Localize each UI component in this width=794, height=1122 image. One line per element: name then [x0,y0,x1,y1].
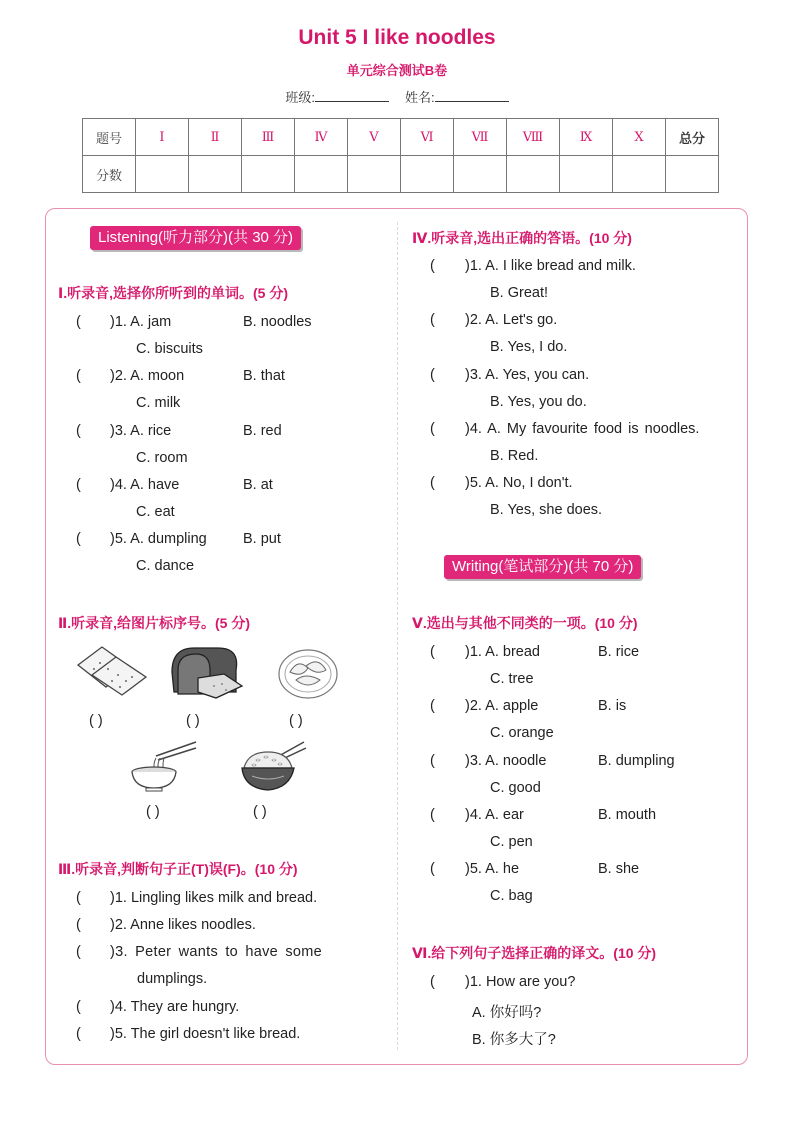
s2-bracket-3[interactable]: ( ) [289,713,303,729]
score-col-3: Ⅲ [242,119,295,156]
s4-q4-option-b: B. Red. [490,448,539,464]
s3-q5-text: )5. The girl doesn't like bread. [110,1026,301,1042]
s1-q5-option-b: B. put [243,531,281,547]
s5-q4-option-a: )4. A. ear [465,807,524,823]
score-cell[interactable] [136,156,189,193]
s5-q5-option-c: C. bag [490,888,533,904]
s5-q3-option-b: B. dumpling [598,753,675,769]
s4-q2-option-a: )2. A. Let's go. [465,312,558,328]
score-col-10: Ⅹ [613,119,666,156]
rice-picture [238,740,308,796]
s5-q2-option-b: B. is [598,698,627,714]
s5-q1-option-c: C. tree [490,671,534,687]
s3-q2-paren: ( [76,917,81,933]
student-info-line [0,87,794,106]
s1-q3-paren: ( [76,423,81,439]
s2-bracket-1[interactable]: ( ) [89,713,103,729]
name-label: 姓名: [405,90,435,105]
s6-q1-option-b: B. 你多大了? [472,1032,556,1048]
score-table [82,118,719,193]
section-4-title: Ⅳ.听录音,选出正确的答语。(10 分) [412,230,632,246]
score-table-row2-label: 分数 [83,156,136,193]
score-col-9: Ⅸ [560,119,613,156]
s4-q5-option-b: B. Yes, she does. [490,502,603,518]
biscuits-picture [72,643,152,699]
s3-q5-paren: ( [76,1026,81,1042]
noodles-picture [126,740,198,794]
s4-q2-paren: ( [430,312,435,328]
score-col-1: Ⅰ [136,119,189,156]
s6-q1-text: )1. How are you? [465,974,576,990]
s1-q4-option-c: C. eat [136,504,175,520]
s2-bracket-4[interactable]: ( ) [146,804,160,820]
score-col-7: Ⅶ [454,119,507,156]
s1-q5-option-a: )5. A. dumpling [110,531,207,547]
section-3-title: Ⅲ.听录音,判断句子正(T)误(F)。(10 分) [58,861,298,877]
s5-q1-option-a: )1. A. bread [465,644,540,660]
section-1-title: Ⅰ.听录音,选择你所听到的单词。(5 分) [58,285,288,301]
s1-q2-paren: ( [76,368,81,384]
s1-q5-paren: ( [76,531,81,547]
s3-q4-paren: ( [76,999,81,1015]
score-cell[interactable] [507,156,560,193]
s1-q2-option-b: B. that [243,368,285,384]
class-label: 班级: [285,90,315,105]
s3-q2-text: )2. Anne likes noodles. [110,917,256,933]
score-table-row1-label: 题号 [83,119,136,156]
s1-q1-option-b: B. noodles [243,314,312,330]
s5-q5-option-a: )5. A. he [465,861,520,877]
s5-q4-option-b: B. mouth [598,807,657,823]
s6-q1-paren: ( [430,974,435,990]
s5-q5-option-b: B. she [598,861,640,877]
s4-q1-option-a: )1. A. I like bread and milk. [465,258,636,274]
score-cell[interactable] [348,156,401,193]
s5-q4-option-c: C. pen [490,834,533,850]
s4-q2-option-b: B. Yes, I do. [490,339,568,355]
name-field[interactable] [435,89,509,102]
s4-q3-option-a: )3. A. Yes, you can. [465,367,590,383]
page-title: Unit 5 I like noodles [298,26,496,49]
score-cell[interactable] [613,156,666,193]
s4-q3-option-b: B. Yes, you do. [490,394,587,410]
s3-q4-text: )4. They are hungry. [110,999,240,1015]
score-col-2: Ⅱ [189,119,242,156]
score-col-4: Ⅳ [295,119,348,156]
s4-q5-paren: ( [430,475,435,491]
s5-q2-paren: ( [430,698,435,714]
s2-bracket-2[interactable]: ( ) [186,713,200,729]
s1-q1-option-a: )1. A. jam [110,314,172,330]
section-2-title: Ⅱ.听录音,给图片标序号。(5 分) [58,615,251,631]
score-cell[interactable] [401,156,454,193]
s5-q4-paren: ( [430,807,435,823]
score-table-score-row [83,156,719,193]
s2-bracket-5[interactable]: ( ) [253,804,267,820]
s4-q4-option-a: )4. A. My favourite food is noodles. [465,421,700,437]
score-col-5: Ⅴ [348,119,401,156]
score-col-6: Ⅵ [401,119,454,156]
s3-q1-paren: ( [76,890,81,906]
score-col-total: 总分 [666,119,719,156]
s3-q3-text: )3. Peter wants to have some [110,944,322,960]
section-6-title: Ⅵ.给下列句子选择正确的译文。(10 分) [412,945,657,961]
score-cell[interactable] [295,156,348,193]
class-field[interactable] [315,89,389,102]
s1-q3-option-a: )3. A. rice [110,423,172,439]
s4-q3-paren: ( [430,367,435,383]
s3-q3-paren: ( [76,944,82,960]
s5-q3-paren: ( [430,753,435,769]
score-cell[interactable] [189,156,242,193]
score-col-8: Ⅷ [507,119,560,156]
s1-q3-option-b: B. red [243,423,282,439]
score-cell[interactable] [454,156,507,193]
s4-q1-paren: ( [430,258,435,274]
s3-q1-text: )1. Lingling likes milk and bread. [110,890,318,906]
dumplings-picture [276,646,340,702]
s1-q5-option-c: C. dance [136,558,195,574]
s1-q3-option-c: C. room [136,450,188,466]
s6-q1-option-a: A. 你好吗? [472,1005,542,1021]
s5-q2-option-c: C. orange [490,725,554,741]
s5-q1-option-b: B. rice [598,644,640,660]
score-cell[interactable] [242,156,295,193]
s1-q1-option-c: C. biscuits [136,341,203,357]
column-divider [397,222,398,1050]
s5-q3-option-a: )3. A. noodle [465,753,547,769]
s4-q5-option-a: )5. A. No, I don't. [465,475,573,491]
s5-q3-option-c: C. good [490,780,541,796]
score-cell[interactable] [666,156,719,193]
bread-picture [164,642,246,702]
s1-q2-option-c: C. milk [136,395,181,411]
s1-q4-option-a: )4. A. have [110,477,180,493]
writing-banner: Writing(笔试部分)(共 70 分) [444,555,641,579]
s5-q1-paren: ( [430,644,435,660]
s5-q5-paren: ( [430,861,435,877]
s4-q1-option-b: B. Great! [490,285,549,301]
s1-q4-option-b: B. at [243,477,273,493]
s3-q3-text-cont: dumplings. [137,971,208,987]
score-cell[interactable] [560,156,613,193]
score-table-header-row [83,119,719,156]
s4-q4-paren: ( [430,421,435,437]
s1-q4-paren: ( [76,477,81,493]
s1-q1-paren: ( [76,314,81,330]
s1-q2-option-a: )2. A. moon [110,368,185,384]
s5-q2-option-a: )2. A. apple [465,698,539,714]
page-subtitle: 单元综合测试B卷 [346,63,448,78]
section-5-title: Ⅴ.选出与其他不同类的一项。(10 分) [412,615,638,631]
listening-banner: Listening(听力部分)(共 30 分) [90,226,301,250]
